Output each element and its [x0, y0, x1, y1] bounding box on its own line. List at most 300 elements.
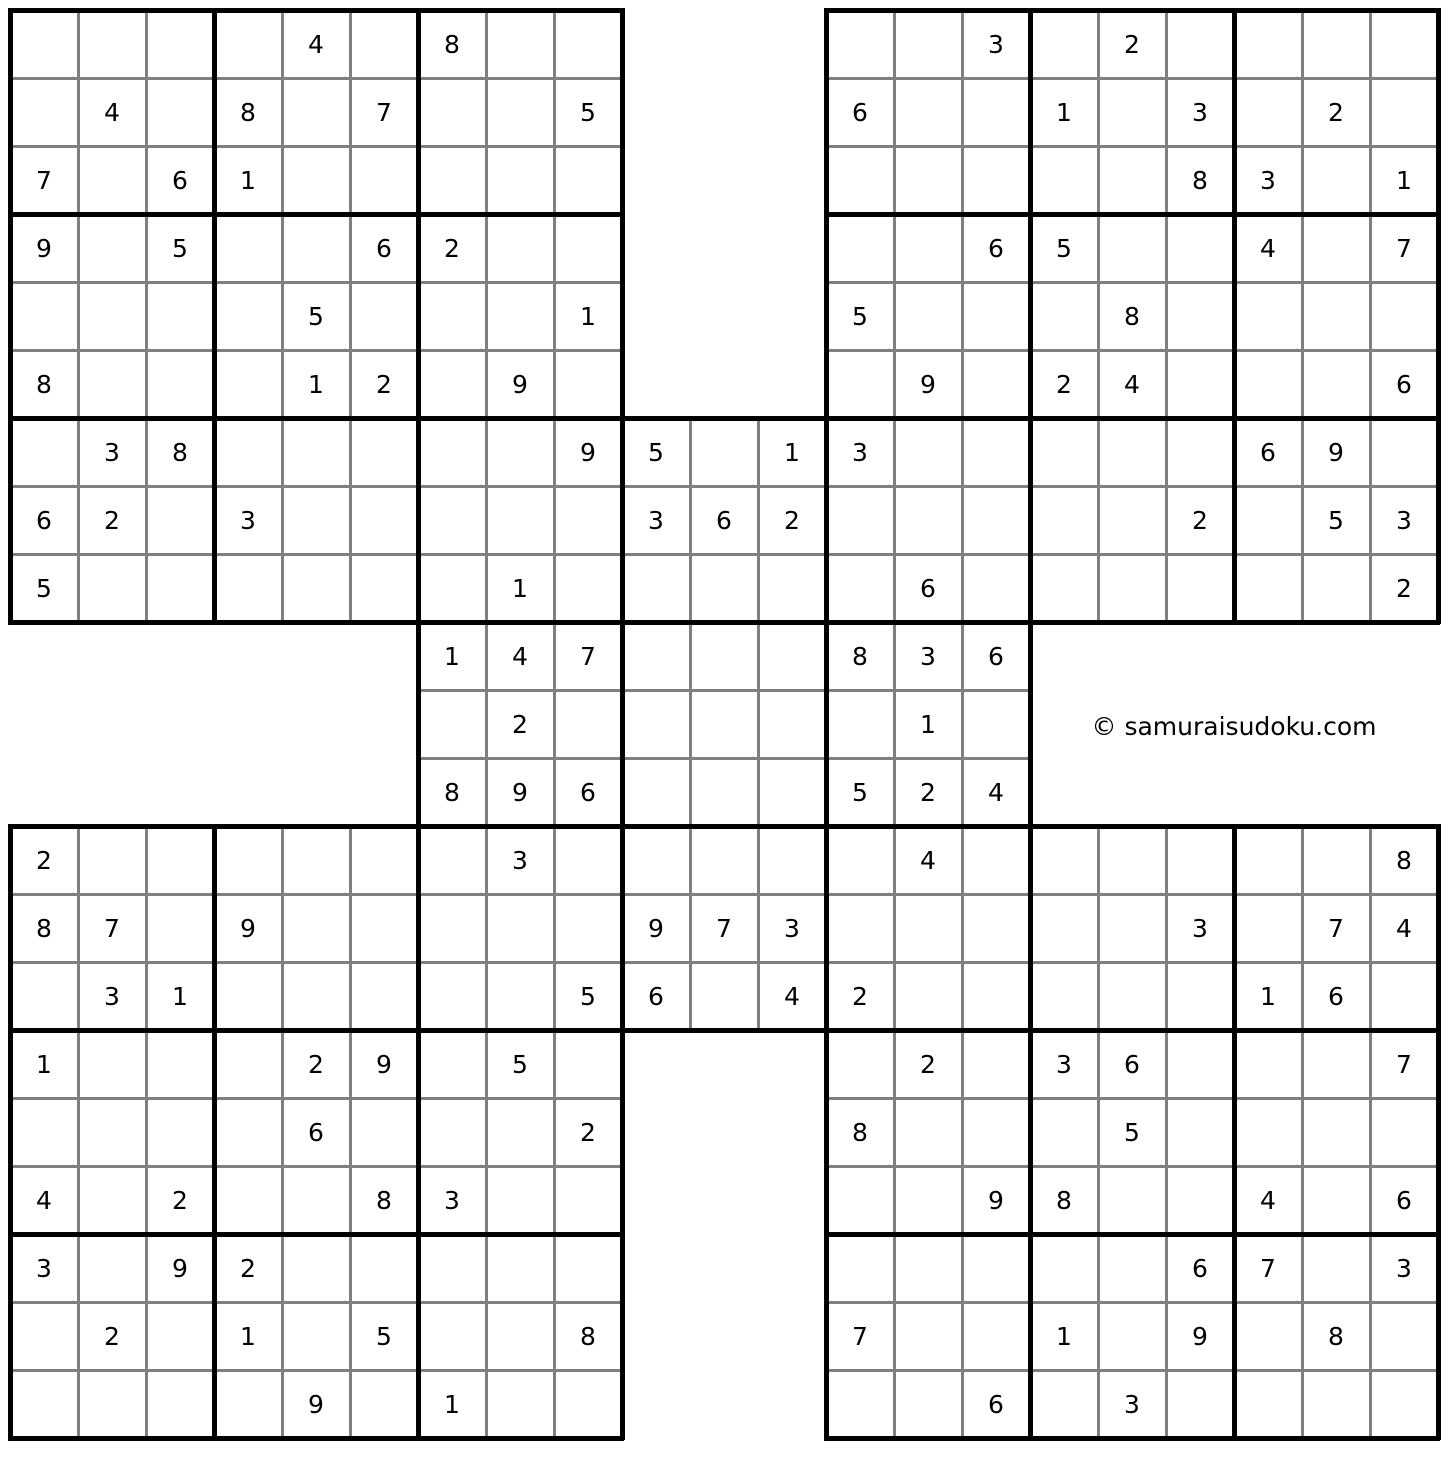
given-cell: 8 [1098, 282, 1166, 350]
empty-cell[interactable] [962, 1302, 1030, 1370]
empty-cell[interactable] [214, 1370, 282, 1438]
empty-cell[interactable] [554, 146, 622, 214]
given-cell: 4 [758, 962, 826, 1030]
empty-cell[interactable] [418, 1030, 486, 1098]
empty-cell[interactable] [78, 1030, 146, 1098]
empty-cell[interactable] [894, 1234, 962, 1302]
cell-border-line [824, 961, 1440, 964]
box-border-line [824, 824, 1440, 829]
empty-cell[interactable] [214, 418, 282, 486]
empty-cell[interactable] [622, 758, 690, 826]
given-cell: 3 [1166, 78, 1234, 146]
empty-cell[interactable] [894, 214, 962, 282]
empty-cell[interactable] [214, 10, 282, 78]
empty-cell[interactable] [826, 1234, 894, 1302]
cell-border-line [1369, 8, 1372, 624]
empty-cell[interactable] [10, 10, 78, 78]
given-cell: 2 [554, 1098, 622, 1166]
empty-cell[interactable] [1234, 78, 1302, 146]
empty-cell[interactable] [622, 826, 690, 894]
empty-cell[interactable] [1098, 486, 1166, 554]
empty-cell[interactable] [1302, 1098, 1370, 1166]
empty-cell[interactable] [1302, 1166, 1370, 1234]
empty-cell[interactable] [282, 146, 350, 214]
empty-cell[interactable] [214, 1098, 282, 1166]
empty-cell[interactable] [78, 826, 146, 894]
empty-cell[interactable] [826, 146, 894, 214]
box-border-line [1232, 824, 1237, 1440]
empty-cell[interactable] [1030, 894, 1098, 962]
empty-cell[interactable] [962, 282, 1030, 350]
empty-cell[interactable] [350, 826, 418, 894]
given-cell: 1 [1030, 1302, 1098, 1370]
given-cell: 2 [78, 1302, 146, 1370]
empty-cell[interactable] [282, 1234, 350, 1302]
empty-cell[interactable] [214, 350, 282, 418]
empty-cell[interactable] [78, 350, 146, 418]
empty-cell[interactable] [554, 826, 622, 894]
empty-cell[interactable] [1098, 1302, 1166, 1370]
empty-cell[interactable] [826, 1030, 894, 1098]
empty-cell[interactable] [1098, 78, 1166, 146]
given-cell: 1 [1234, 962, 1302, 1030]
empty-cell[interactable] [418, 962, 486, 1030]
given-cell: 9 [622, 894, 690, 962]
empty-cell[interactable] [962, 418, 1030, 486]
given-cell: 1 [418, 1370, 486, 1438]
given-cell: 1 [486, 554, 554, 622]
cell-border-line [824, 893, 1440, 896]
cell-border-line [689, 416, 692, 1032]
empty-cell[interactable] [282, 554, 350, 622]
empty-cell[interactable] [1302, 1370, 1370, 1438]
empty-cell[interactable] [1302, 826, 1370, 894]
empty-cell[interactable] [1234, 1302, 1302, 1370]
empty-cell[interactable] [418, 146, 486, 214]
empty-cell[interactable] [894, 282, 962, 350]
empty-cell[interactable] [214, 554, 282, 622]
given-cell: 4 [486, 622, 554, 690]
given-cell: 2 [1166, 486, 1234, 554]
empty-cell[interactable] [962, 78, 1030, 146]
empty-cell[interactable] [894, 1302, 962, 1370]
empty-cell[interactable] [350, 894, 418, 962]
empty-cell[interactable] [758, 758, 826, 826]
empty-cell[interactable] [282, 1302, 350, 1370]
empty-cell[interactable] [690, 826, 758, 894]
empty-cell[interactable] [350, 418, 418, 486]
empty-cell[interactable] [418, 350, 486, 418]
empty-cell[interactable] [1234, 350, 1302, 418]
empty-cell[interactable] [1166, 350, 1234, 418]
empty-cell[interactable] [214, 1166, 282, 1234]
empty-cell[interactable] [282, 1166, 350, 1234]
empty-cell[interactable] [1098, 962, 1166, 1030]
empty-cell[interactable] [1030, 1234, 1098, 1302]
empty-cell[interactable] [146, 1302, 214, 1370]
empty-cell[interactable] [1234, 10, 1302, 78]
empty-cell[interactable] [10, 78, 78, 146]
given-cell: 2 [894, 758, 962, 826]
empty-cell[interactable] [78, 1166, 146, 1234]
empty-cell[interactable] [826, 214, 894, 282]
empty-cell[interactable] [418, 78, 486, 146]
empty-cell[interactable] [758, 622, 826, 690]
empty-cell[interactable] [1166, 1370, 1234, 1438]
empty-cell[interactable] [1370, 10, 1438, 78]
empty-cell[interactable] [146, 1370, 214, 1438]
empty-cell[interactable] [826, 826, 894, 894]
empty-cell[interactable] [1234, 486, 1302, 554]
empty-cell[interactable] [214, 1030, 282, 1098]
empty-cell[interactable] [78, 214, 146, 282]
empty-cell[interactable] [214, 282, 282, 350]
empty-cell[interactable] [894, 962, 962, 1030]
empty-cell[interactable] [758, 826, 826, 894]
empty-cell[interactable] [1166, 10, 1234, 78]
empty-cell[interactable] [350, 146, 418, 214]
given-cell: 8 [1302, 1302, 1370, 1370]
empty-cell[interactable] [826, 1166, 894, 1234]
empty-cell[interactable] [1166, 1030, 1234, 1098]
given-cell: 1 [418, 622, 486, 690]
given-cell: 2 [10, 826, 78, 894]
empty-cell[interactable] [894, 1098, 962, 1166]
empty-cell[interactable] [418, 418, 486, 486]
empty-cell[interactable] [1234, 894, 1302, 962]
empty-cell[interactable] [1302, 10, 1370, 78]
empty-cell[interactable] [826, 1370, 894, 1438]
empty-cell[interactable] [894, 146, 962, 214]
given-cell: 4 [1234, 214, 1302, 282]
cell-border-line [824, 1165, 1440, 1168]
cell-border-line [824, 77, 1440, 80]
empty-cell[interactable] [962, 1234, 1030, 1302]
empty-cell[interactable] [282, 962, 350, 1030]
empty-cell[interactable] [486, 1370, 554, 1438]
given-cell: 2 [78, 486, 146, 554]
given-cell: 8 [826, 622, 894, 690]
empty-cell[interactable] [894, 1166, 962, 1234]
given-cell: 4 [894, 826, 962, 894]
empty-cell[interactable] [554, 350, 622, 418]
empty-cell[interactable] [146, 1030, 214, 1098]
given-cell: 5 [146, 214, 214, 282]
cell-border-line [553, 824, 556, 1440]
empty-cell[interactable] [962, 962, 1030, 1030]
empty-cell[interactable] [554, 554, 622, 622]
empty-cell[interactable] [78, 1098, 146, 1166]
empty-cell[interactable] [1030, 1098, 1098, 1166]
empty-cell[interactable] [554, 1030, 622, 1098]
empty-cell[interactable] [758, 554, 826, 622]
empty-cell[interactable] [554, 690, 622, 758]
empty-cell[interactable] [894, 894, 962, 962]
empty-cell[interactable] [282, 214, 350, 282]
empty-cell[interactable] [1302, 146, 1370, 214]
box-border-line [8, 8, 624, 13]
empty-cell[interactable] [962, 1098, 1030, 1166]
empty-cell[interactable] [1098, 214, 1166, 282]
empty-cell[interactable] [690, 622, 758, 690]
given-cell: 2 [1098, 10, 1166, 78]
empty-cell[interactable] [350, 282, 418, 350]
empty-cell[interactable] [146, 78, 214, 146]
empty-cell[interactable] [826, 894, 894, 962]
empty-cell[interactable] [1370, 1098, 1438, 1166]
empty-cell[interactable] [1030, 962, 1098, 1030]
empty-cell[interactable] [486, 486, 554, 554]
empty-cell[interactable] [622, 690, 690, 758]
empty-cell[interactable] [282, 418, 350, 486]
empty-cell[interactable] [1234, 1370, 1302, 1438]
empty-cell[interactable] [282, 826, 350, 894]
empty-cell[interactable] [418, 690, 486, 758]
empty-cell[interactable] [1370, 282, 1438, 350]
empty-cell[interactable] [486, 146, 554, 214]
empty-cell[interactable] [1030, 10, 1098, 78]
empty-cell[interactable] [962, 690, 1030, 758]
empty-cell[interactable] [1234, 1030, 1302, 1098]
empty-cell[interactable] [1166, 826, 1234, 894]
empty-cell[interactable] [282, 78, 350, 146]
given-cell: 3 [1030, 1030, 1098, 1098]
empty-cell[interactable] [1370, 962, 1438, 1030]
empty-cell[interactable] [10, 1370, 78, 1438]
empty-cell[interactable] [690, 690, 758, 758]
empty-cell[interactable] [1302, 214, 1370, 282]
empty-cell[interactable] [826, 554, 894, 622]
given-cell: 5 [350, 1302, 418, 1370]
cell-border-line [824, 349, 1440, 352]
empty-cell[interactable] [146, 826, 214, 894]
empty-cell[interactable] [894, 418, 962, 486]
empty-cell[interactable] [418, 826, 486, 894]
empty-cell[interactable] [826, 690, 894, 758]
given-cell: 3 [214, 486, 282, 554]
box-border-line [1028, 824, 1033, 1440]
empty-cell[interactable] [486, 1098, 554, 1166]
empty-cell[interactable] [826, 486, 894, 554]
empty-cell[interactable] [554, 1166, 622, 1234]
empty-cell[interactable] [1302, 350, 1370, 418]
given-cell: 3 [1098, 1370, 1166, 1438]
empty-cell[interactable] [418, 1234, 486, 1302]
empty-cell[interactable] [350, 1370, 418, 1438]
empty-cell[interactable] [690, 758, 758, 826]
empty-cell[interactable] [78, 146, 146, 214]
given-cell: 9 [486, 350, 554, 418]
empty-cell[interactable] [1234, 826, 1302, 894]
empty-cell[interactable] [1098, 1166, 1166, 1234]
empty-cell[interactable] [554, 486, 622, 554]
empty-cell[interactable] [350, 1234, 418, 1302]
cell-border-line [1165, 8, 1168, 624]
empty-cell[interactable] [554, 10, 622, 78]
empty-cell[interactable] [1030, 418, 1098, 486]
empty-cell[interactable] [1370, 1370, 1438, 1438]
empty-cell[interactable] [282, 486, 350, 554]
given-cell: 3 [962, 10, 1030, 78]
empty-cell[interactable] [78, 554, 146, 622]
empty-cell[interactable] [418, 554, 486, 622]
given-cell: 2 [350, 350, 418, 418]
empty-cell[interactable] [146, 894, 214, 962]
empty-cell[interactable] [1166, 282, 1234, 350]
empty-cell[interactable] [350, 554, 418, 622]
empty-cell[interactable] [486, 10, 554, 78]
empty-cell[interactable] [962, 146, 1030, 214]
empty-cell[interactable] [1302, 282, 1370, 350]
empty-cell[interactable] [282, 894, 350, 962]
empty-cell[interactable] [554, 1234, 622, 1302]
empty-cell[interactable] [1166, 418, 1234, 486]
empty-cell[interactable] [350, 1098, 418, 1166]
empty-cell[interactable] [1166, 1166, 1234, 1234]
empty-cell[interactable] [486, 1302, 554, 1370]
empty-cell[interactable] [962, 486, 1030, 554]
empty-cell[interactable] [214, 962, 282, 1030]
empty-cell[interactable] [486, 894, 554, 962]
given-cell: 7 [78, 894, 146, 962]
empty-cell[interactable] [894, 78, 962, 146]
empty-cell[interactable] [826, 10, 894, 78]
empty-cell[interactable] [418, 894, 486, 962]
empty-cell[interactable] [962, 1030, 1030, 1098]
empty-cell[interactable] [894, 1370, 962, 1438]
empty-cell[interactable] [1234, 554, 1302, 622]
empty-cell[interactable] [1302, 554, 1370, 622]
empty-cell[interactable] [486, 1234, 554, 1302]
empty-cell[interactable] [1098, 826, 1166, 894]
empty-cell[interactable] [962, 894, 1030, 962]
empty-cell[interactable] [418, 486, 486, 554]
empty-cell[interactable] [418, 1302, 486, 1370]
empty-cell[interactable] [1166, 962, 1234, 1030]
empty-cell[interactable] [894, 486, 962, 554]
empty-cell[interactable] [1234, 282, 1302, 350]
empty-cell[interactable] [1302, 1234, 1370, 1302]
cell-border-line [8, 893, 624, 896]
empty-cell[interactable] [1370, 78, 1438, 146]
empty-cell[interactable] [1030, 554, 1098, 622]
box-border-line [1232, 8, 1237, 624]
empty-cell[interactable] [962, 350, 1030, 418]
empty-cell[interactable] [1030, 282, 1098, 350]
empty-cell[interactable] [1370, 1302, 1438, 1370]
empty-cell[interactable] [1098, 554, 1166, 622]
empty-cell[interactable] [418, 1098, 486, 1166]
empty-cell[interactable] [1166, 554, 1234, 622]
empty-cell[interactable] [486, 962, 554, 1030]
given-cell: 2 [146, 1166, 214, 1234]
empty-cell[interactable] [78, 1370, 146, 1438]
empty-cell[interactable] [486, 418, 554, 486]
given-cell: 9 [214, 894, 282, 962]
empty-cell[interactable] [10, 418, 78, 486]
empty-cell[interactable] [690, 418, 758, 486]
given-cell: 4 [1234, 1166, 1302, 1234]
empty-cell[interactable] [418, 282, 486, 350]
empty-cell[interactable] [554, 214, 622, 282]
given-cell: 6 [282, 1098, 350, 1166]
empty-cell[interactable] [690, 554, 758, 622]
empty-cell[interactable] [146, 1098, 214, 1166]
empty-cell[interactable] [486, 214, 554, 282]
cell-border-line [77, 824, 80, 1440]
empty-cell[interactable] [1030, 146, 1098, 214]
empty-cell[interactable] [350, 10, 418, 78]
given-cell: 2 [1030, 350, 1098, 418]
given-cell: 3 [758, 894, 826, 962]
empty-cell[interactable] [962, 554, 1030, 622]
empty-cell[interactable] [1166, 1098, 1234, 1166]
empty-cell[interactable] [962, 826, 1030, 894]
empty-cell[interactable] [758, 690, 826, 758]
empty-cell[interactable] [10, 282, 78, 350]
empty-cell[interactable] [1098, 1234, 1166, 1302]
given-cell: 2 [282, 1030, 350, 1098]
empty-cell[interactable] [1098, 146, 1166, 214]
empty-cell[interactable] [78, 282, 146, 350]
given-cell: 9 [1166, 1302, 1234, 1370]
empty-cell[interactable] [1030, 1370, 1098, 1438]
empty-cell[interactable] [350, 486, 418, 554]
given-cell: 5 [1098, 1098, 1166, 1166]
empty-cell[interactable] [146, 282, 214, 350]
empty-cell[interactable] [554, 894, 622, 962]
empty-cell[interactable] [146, 10, 214, 78]
cell-border-line [281, 8, 284, 624]
empty-cell[interactable] [78, 10, 146, 78]
empty-cell[interactable] [1234, 1098, 1302, 1166]
empty-cell[interactable] [486, 1166, 554, 1234]
empty-cell[interactable] [146, 350, 214, 418]
empty-cell[interactable] [1030, 826, 1098, 894]
empty-cell[interactable] [214, 826, 282, 894]
empty-cell[interactable] [690, 962, 758, 1030]
empty-cell[interactable] [894, 10, 962, 78]
empty-cell[interactable] [10, 1302, 78, 1370]
empty-cell[interactable] [1302, 1030, 1370, 1098]
cell-border-line [416, 757, 1032, 760]
empty-cell[interactable] [78, 1234, 146, 1302]
given-cell: 2 [486, 690, 554, 758]
empty-cell[interactable] [146, 554, 214, 622]
box-border-line [824, 1028, 1440, 1033]
given-cell: 9 [486, 758, 554, 826]
empty-cell[interactable] [1030, 486, 1098, 554]
empty-cell[interactable] [10, 962, 78, 1030]
empty-cell[interactable] [486, 282, 554, 350]
empty-cell[interactable] [1166, 214, 1234, 282]
empty-cell[interactable] [1098, 894, 1166, 962]
empty-cell[interactable] [486, 78, 554, 146]
empty-cell[interactable] [826, 350, 894, 418]
empty-cell[interactable] [10, 1098, 78, 1166]
box-border-line [8, 1436, 624, 1441]
empty-cell[interactable] [350, 962, 418, 1030]
empty-cell[interactable] [554, 1370, 622, 1438]
empty-cell[interactable] [214, 214, 282, 282]
given-cell: 9 [10, 214, 78, 282]
empty-cell[interactable] [1370, 418, 1438, 486]
empty-cell[interactable] [622, 554, 690, 622]
given-cell: 1 [282, 350, 350, 418]
empty-cell[interactable] [146, 486, 214, 554]
empty-cell[interactable] [622, 622, 690, 690]
empty-cell[interactable] [1098, 418, 1166, 486]
